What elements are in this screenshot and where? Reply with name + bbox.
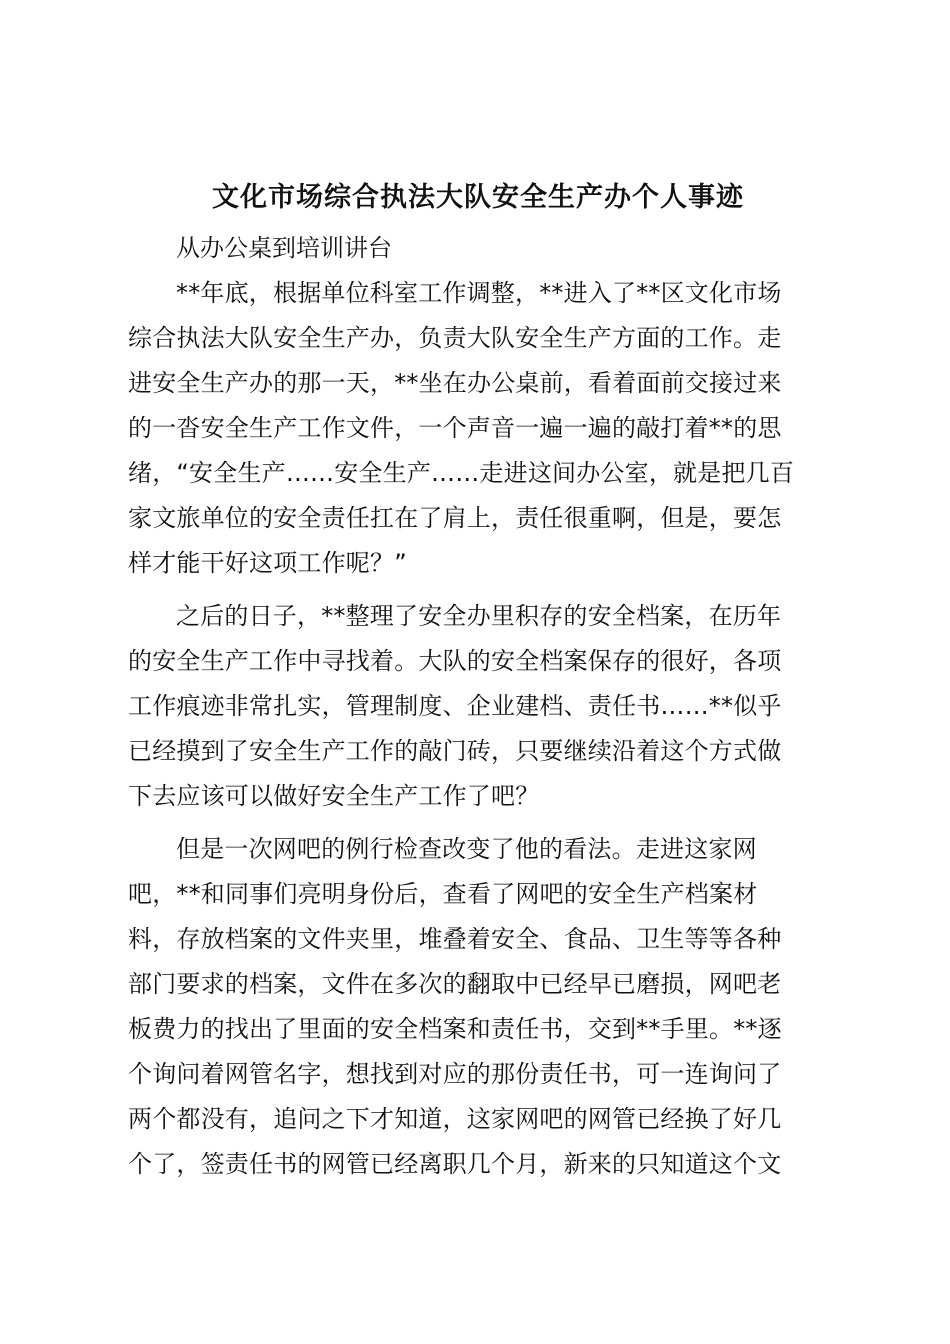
paragraph-line: 部门要求的档案，文件在多次的翻取中已经早已磨损，网吧老 <box>128 970 782 998</box>
paragraph-line: 个了，签责任书的网管已经离职几个月，新来的只知道这个文 <box>128 1150 782 1178</box>
paragraph-line: 家文旅单位的安全责任扛在了肩上，责任很重啊，但是，要怎 <box>128 504 782 532</box>
paragraph-line: 综合执法大队安全生产办，负责大队安全生产方面的工作。走 <box>128 324 782 352</box>
paragraph-line: 已经摸到了安全生产工作的敲门砖，只要继续沿着这个方式做 <box>128 737 782 765</box>
paragraph <box>128 271 818 586</box>
paragraph-line: 个询问着网管名字，想找到对应的那份责任书，可一连询问了 <box>128 1060 782 1088</box>
paragraph-line: 吧，**和同事们亮明身份后，查看了网吧的安全生产档案材 <box>128 880 758 908</box>
document-title: 文化市场综合执法大队安全生产办个人事迹 <box>212 182 744 213</box>
paragraph-line: 之后的日子，**整理了安全办里积存的安全档案，在历年 <box>176 602 782 630</box>
document-subtitle: 从办公桌到培训讲台 <box>176 234 392 262</box>
paragraph-line: 的一沓安全生产工作文件，一个声音一遍一遍的敲打着**的思 <box>128 414 782 442</box>
paragraph-line: 下去应该可以做好安全生产工作了吧？ <box>128 782 540 810</box>
paragraph-line: 绪，“安全生产……安全生产……走进这间办公室，就是把几百 <box>128 459 795 487</box>
paragraph-line: 的安全生产工作中寻找着。大队的安全档案保存的很好，各项 <box>128 647 782 675</box>
paragraph <box>128 594 818 819</box>
paragraph-line: 两个都没有，追问之下才知道，这家网吧的网管已经换了好几 <box>128 1105 782 1133</box>
paragraph-line: 板费力的找出了里面的安全档案和责任书，交到**手里。**逐 <box>128 1015 782 1043</box>
paragraph-line: 料，存放档案的文件夹里，堆叠着安全、食品、卫生等等各种 <box>128 925 782 953</box>
paragraph <box>128 827 818 1187</box>
document-body <box>128 226 818 1195</box>
paragraph-line: **年底，根据单位科室工作调整，**进入了**区文化市场 <box>176 279 782 307</box>
paragraph-line: 但是一次网吧的例行检查改变了他的看法。走进这家网 <box>176 835 757 863</box>
paragraph-line: 进安全生产办的那一天，**坐在办公桌前，看着面前交接过来 <box>128 369 782 397</box>
paragraph-line: 样才能干好这项工作呢？” <box>128 549 407 577</box>
paragraph-line: 工作痕迹非常扎实，管理制度、企业建档、责任书……**似乎 <box>128 692 782 720</box>
